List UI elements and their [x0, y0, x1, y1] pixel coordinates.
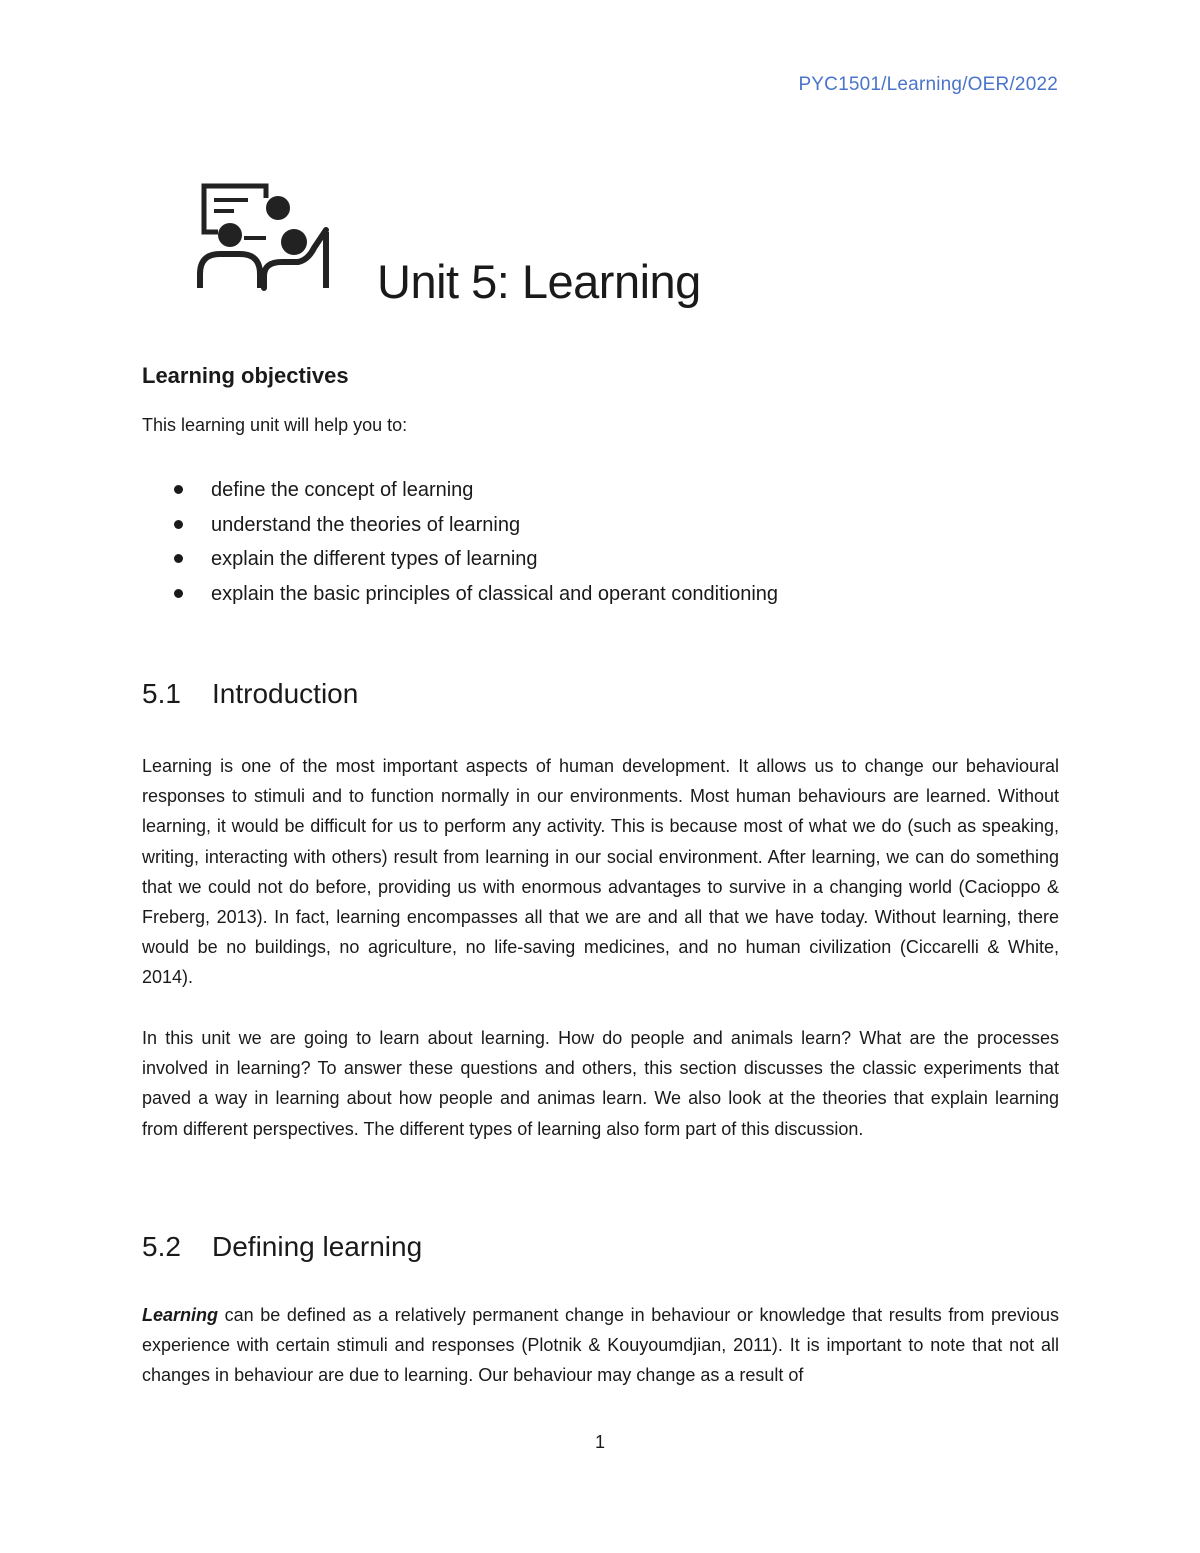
objectives-list [170, 476, 778, 615]
bullet-icon [174, 554, 183, 563]
unit-title: Unit 5: Learning [377, 255, 701, 308]
objectives-intro: This learning unit will help you to: [142, 415, 408, 435]
section-number: 5.2 [142, 1231, 181, 1262]
section-heading-defining-learning [142, 1231, 422, 1263]
intro-paragraph-1: Learning is one of the most important aspects of human development. It allows us to change our behavioural responses to stimuli and to function normally in our environments. Most human behaviours are learned. Without learning, it would be difficult for us to perform any activity. This is because most of what we do (such as speaking, writing, interacting with others) result from learning in our social environment. After learning, we can do something that we could not do before, providing us with enormous advantages to survive in a changing world (Cacioppo & Freberg, 2013). In fact, learning encompasses all that we are and all that we have today. Without learning, there would be no buildings, no agriculture, no life-saving medicines, and no human civilization (Ciccarelli & White, 2014). [142, 756, 1059, 988]
list-item: understand the theories of learning [170, 511, 778, 546]
list-item: explain the basic principles of classical and operant conditioning [170, 580, 778, 615]
intro-paragraph-2: In this unit we are going to learn about learning. How do people and animals learn? What are the processes involved in learning? To answer these questions and others, this section discusses the classic experiments that paved a way in learning about how people and animas learn. We also look at the theories that explain learning from different perspectives. The different types of learning also form part of this discussion. [142, 1028, 1059, 1139]
page-number: 1 [594, 1432, 605, 1452]
list-item: explain the different types of learning [170, 545, 778, 580]
objectives-heading: Learning objectives [142, 363, 349, 388]
section-title: Introduction [212, 678, 359, 709]
definition-paragraph: Learning can be defined as a relatively permanent change in behaviour or knowledge that results from previous experience with certain stimuli and responses (Plotnik & Kouyoumdjian, 2011). It is important to note that not all changes in behaviour are due to learning. Our behaviour may change as a result of [142, 1305, 1059, 1386]
defined-term: Learning [142, 1305, 219, 1325]
course-code: PYC1501/Learning/OER/2022 [798, 74, 1058, 95]
teacher-presentation-icon [196, 182, 336, 292]
bullet-icon [174, 520, 183, 529]
bullet-icon [174, 485, 183, 494]
section-title: Defining learning [212, 1231, 423, 1262]
list-item: define the concept of learning [170, 476, 778, 511]
section-heading-introduction [142, 678, 358, 710]
section-number: 5.1 [142, 678, 181, 709]
bullet-icon [174, 589, 183, 598]
